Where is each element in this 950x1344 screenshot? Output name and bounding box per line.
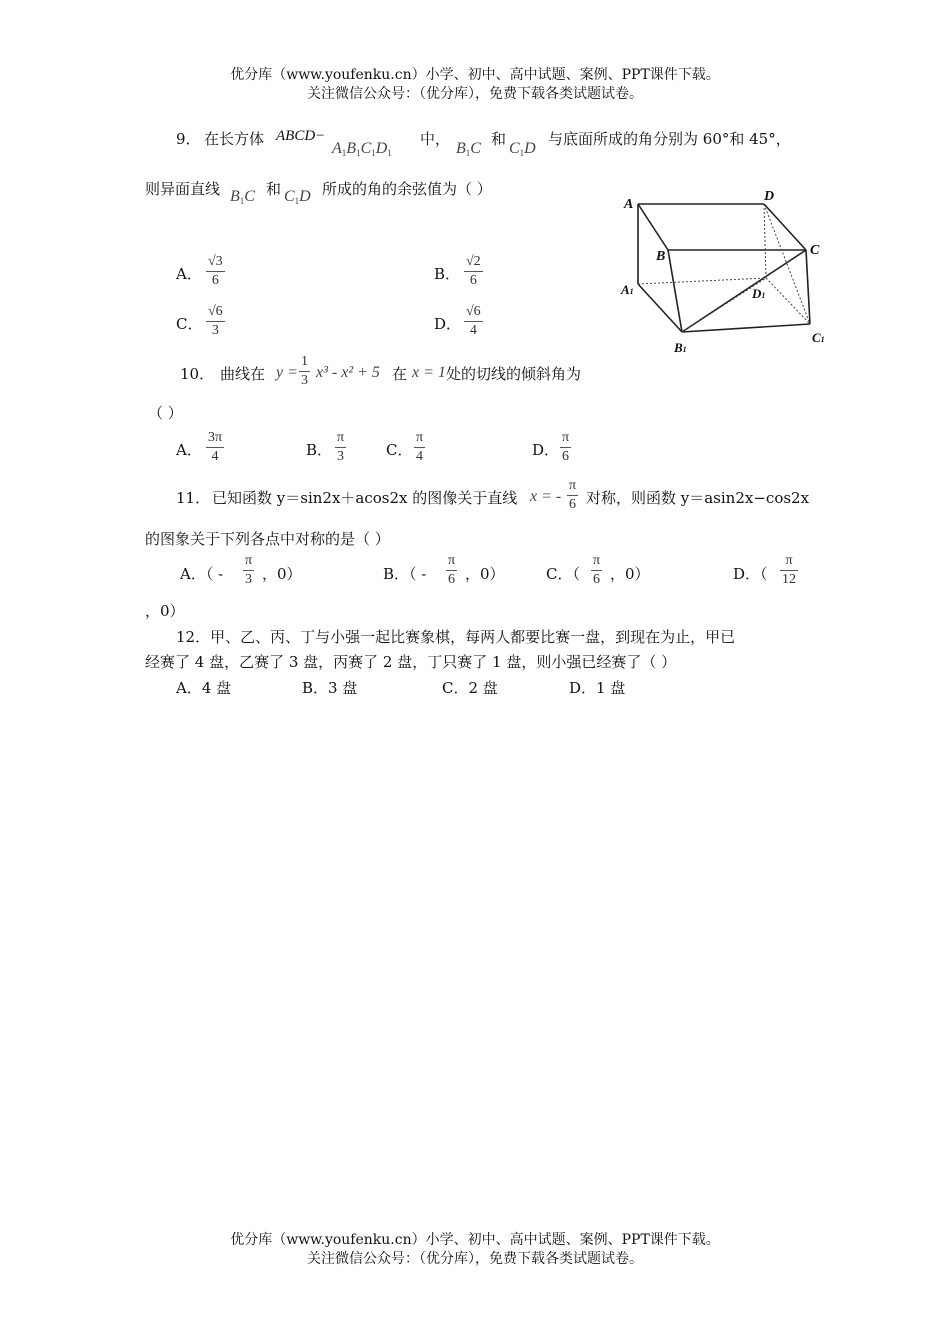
- q11-option-d-value: π 12: [782, 553, 796, 587]
- header-line-1: 优分库（www.youfenku.cn）小学、初中、高中试题、案例、PPT课件下载。: [230, 67, 720, 83]
- q11-option-b-value: π 6: [448, 553, 456, 587]
- q11-option-a-tail: ，0）: [262, 565, 302, 583]
- q11-option-d: D．（: [733, 565, 768, 583]
- q11-option-c-tail: ，0）: [610, 565, 650, 583]
- edge-b1c1: [682, 324, 810, 332]
- q11-text-c: 的图象关于下列各点中对称的是（ ）: [145, 530, 390, 548]
- diagonal-dc1-hidden: [764, 204, 810, 324]
- q9-option-a: A．: [176, 265, 202, 283]
- q9-option-d-value: √6 4: [466, 304, 481, 338]
- q11-number: 11．: [176, 489, 211, 507]
- edge-cc1: [806, 250, 810, 324]
- q10-option-c: C．: [386, 441, 413, 459]
- label-a: A: [624, 197, 634, 212]
- q11-text-a: 已知函数 y＝sin2x＋acos2x 的图像关于直线: [212, 489, 518, 507]
- q10-text-c: 处的切线的倾斜角为: [446, 365, 582, 383]
- q10-option-d: D．: [532, 441, 560, 459]
- label-c: C: [810, 243, 820, 258]
- q10-option-d-value: π 6: [562, 430, 570, 464]
- label-a1: A1: [621, 282, 634, 297]
- q10-option-c-value: π 4: [416, 430, 424, 464]
- label-b1: B1: [674, 340, 687, 355]
- q9-b1c: $B_1C$: [456, 140, 481, 158]
- footer-line-1: 优分库（www.youfenku.cn）小学、初中、高中试题、案例、PPT课件下载。: [230, 1232, 720, 1248]
- q10-y-eq: y =: [276, 364, 298, 381]
- q9-b1c-2: $B_1C$: [230, 188, 255, 206]
- q12-option-b: B．3 盘: [302, 679, 358, 697]
- q9-text-e: 则异面直线: [145, 180, 221, 198]
- edge-d1c1-hidden: [766, 278, 810, 324]
- q10-number: 10．: [180, 365, 215, 383]
- label-d: D: [764, 189, 775, 204]
- q9-option-b: B．: [434, 265, 461, 283]
- edge-ab: [638, 204, 668, 250]
- q9-text-c: 和: [491, 130, 507, 148]
- q9-number: 9．: [176, 130, 201, 148]
- edge-dc: [764, 204, 806, 250]
- q11-text-b: 对称，则函数 y＝asin2x−cos2x: [586, 489, 810, 507]
- edge-dd1-hidden: [764, 204, 766, 278]
- q9-text-d: 与底面所成的角分别为 60°和 45°，: [548, 130, 791, 148]
- q9-text-a: 在长方体: [204, 130, 265, 148]
- q9-option-c: C．: [176, 315, 203, 333]
- diagonal-b1c: [682, 250, 806, 332]
- q11-option-a-value: π 3: [245, 553, 253, 587]
- q10-option-a-value: 3π 4: [208, 430, 223, 464]
- q9-text-g: 所成的角的余弦值为（ ）: [322, 180, 492, 198]
- label-c1: C1: [812, 330, 825, 345]
- q12-line-1: 12．甲、乙、丙、丁与小强一起比赛象棋，每两人都要比赛一盘，到现在为止，甲已: [176, 628, 736, 646]
- q12-line-2: 经赛了 4 盘，乙赛了 3 盘，丙赛了 2 盘，丁只赛了 1 盘，则小强已经赛了（ ）: [145, 653, 677, 671]
- q11-option-a: A．（ -: [180, 565, 224, 583]
- q10-option-a: A．: [176, 441, 202, 459]
- q9-option-c-value: √6 3: [208, 304, 223, 338]
- q10-fraction: 1 3: [301, 354, 308, 388]
- q10-expression: x³ - x² + 5: [316, 364, 380, 381]
- q11-x-eq: x = -: [530, 488, 562, 505]
- q10-option-b: B．: [306, 441, 333, 459]
- q9-a1b1c1d1: $A_1B_1C_1D_1$: [332, 140, 392, 158]
- q9-abcd: ABCD−: [276, 128, 326, 144]
- q11-option-d-tail: ，0）: [145, 602, 185, 620]
- q11-option-b: B．（ -: [383, 565, 427, 583]
- q9-text-f: 和: [266, 180, 282, 198]
- q10-option-b-value: π 3: [337, 430, 345, 464]
- q12-option-a: A．4 盘: [176, 679, 232, 697]
- cuboid-figure: [616, 186, 836, 358]
- header-line-2: 关注微信公众号：（优分库），免费下载各类试题试卷。: [307, 86, 643, 102]
- q9-text-b: 中，: [420, 130, 451, 148]
- q10-x-eq: x = 1: [412, 364, 446, 381]
- q12-option-d: D．1 盘: [569, 679, 626, 697]
- footer-line-2: 关注微信公众号：（优分库），免费下载各类试题试卷。: [307, 1251, 643, 1267]
- q10-text-b: 在: [392, 365, 408, 383]
- q11-option-c-value: π 6: [593, 553, 601, 587]
- q11-fraction: π 6: [569, 478, 577, 512]
- edge-a1d1-hidden: [638, 278, 766, 284]
- q10-answer-paren: （ ）: [148, 404, 183, 422]
- label-d1: D1: [752, 286, 766, 301]
- q9-option-a-value: √3 6: [208, 254, 223, 288]
- q9-c1d: $C_1D$: [509, 140, 536, 158]
- q11-option-b-tail: ，0）: [465, 565, 505, 583]
- q11-option-c: C．（: [546, 565, 580, 583]
- q12-option-c: C．2 盘: [442, 679, 498, 697]
- q9-option-b-value: √2 6: [466, 254, 481, 288]
- q10-text-a: 曲线在: [220, 365, 266, 383]
- q9-option-d: D．: [434, 315, 462, 333]
- label-b: B: [656, 249, 666, 264]
- q9-c1d-2: $C_1D$: [284, 188, 311, 206]
